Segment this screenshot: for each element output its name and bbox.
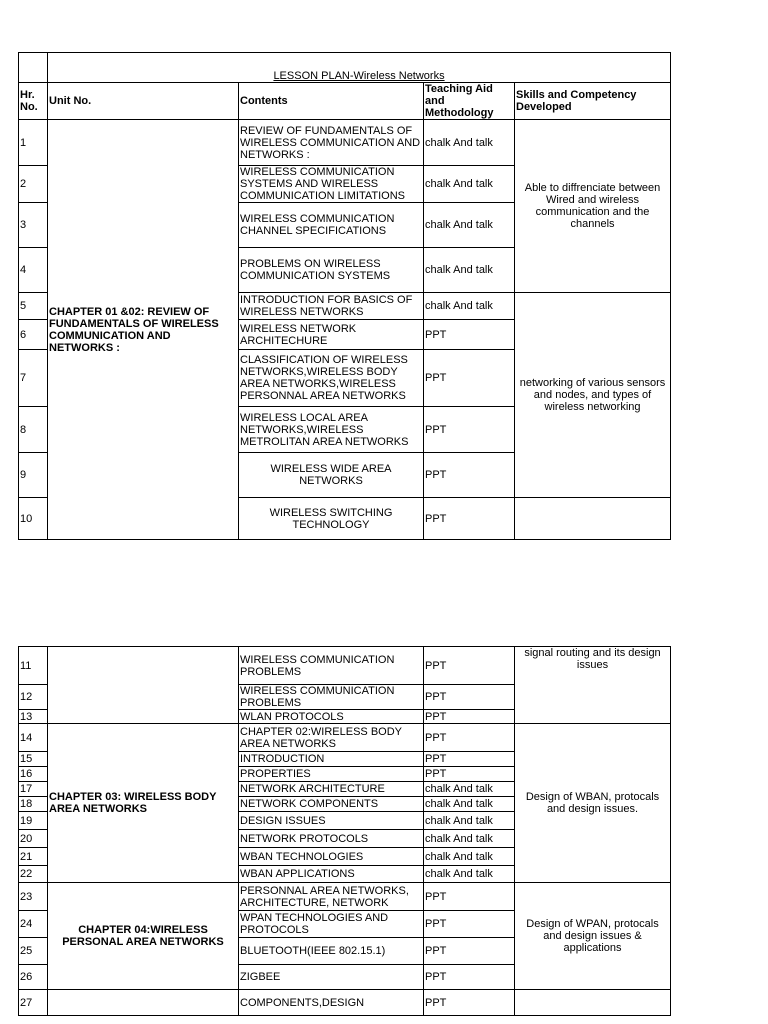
hr-cell: 27 — [19, 990, 48, 1016]
aid-cell: chalk And talk — [424, 848, 515, 866]
aid-cell: chalk And talk — [424, 812, 515, 830]
content-cell: WIRELESS COMMUNICATION SYSTEMS AND WIRELESS COMMUNICATION LIMITATIONS — [239, 166, 424, 203]
hr-cell: 22 — [19, 866, 48, 883]
aid-cell: chalk And talk — [424, 120, 515, 166]
aid-cell: PPT — [424, 752, 515, 767]
header-unit-no: Unit No. — [48, 83, 239, 120]
aid-cell: PPT — [424, 498, 515, 540]
hr-cell: 12 — [19, 685, 48, 710]
aid-cell: PPT — [424, 883, 515, 911]
content-cell: WIRELESS LOCAL AREA NETWORKS,WIRELESS METROLITAN AREA NETWORKS — [239, 407, 424, 453]
hr-cell: 20 — [19, 830, 48, 848]
hr-cell: 17 — [19, 782, 48, 797]
hr-cell: 15 — [19, 752, 48, 767]
content-cell: WBAN APPLICATIONS — [239, 866, 424, 883]
skills-cell: Able to diffrenciate between Wired and wireless communication and the channels — [515, 120, 671, 293]
hr-cell: 18 — [19, 797, 48, 812]
content-cell: CLASSIFICATION OF WIRELESS NETWORKS,WIRELESS BODY AREA NETWORKS,WIRELESS PERSONNAL AREA NETWORKS — [239, 350, 424, 407]
hr-cell: 23 — [19, 883, 48, 911]
aid-cell: chalk And talk — [424, 166, 515, 203]
content-cell: WLAN PROTOCOLS — [239, 710, 424, 724]
hr-cell: 4 — [19, 248, 48, 293]
content-cell: PERSONNAL AREA NETWORKS, ARCHITECTURE, NETWORK — [239, 883, 424, 911]
hr-cell: 24 — [19, 911, 48, 938]
aid-cell: PPT — [424, 911, 515, 938]
hr-cell: 19 — [19, 812, 48, 830]
aid-cell: PPT — [424, 724, 515, 752]
skills-cell: networking of various sensors and nodes, and types of wireless networking — [515, 293, 671, 498]
content-cell: NETWORK COMPONENTS — [239, 797, 424, 812]
content-cell: INTRODUCTION — [239, 752, 424, 767]
aid-cell: PPT — [424, 990, 515, 1016]
header-hr-no: Hr. No. — [19, 83, 48, 120]
page-title: LESSON PLAN-Wireless Networks — [48, 53, 671, 83]
hr-cell: 9 — [19, 453, 48, 498]
content-cell: WBAN TECHNOLOGIES — [239, 848, 424, 866]
aid-cell: chalk And talk — [424, 866, 515, 883]
content-cell: CHAPTER 02:WIRELESS BODY AREA NETWORKS — [239, 724, 424, 752]
content-cell: PROBLEMS ON WIRELESS COMMUNICATION SYSTEMS — [239, 248, 424, 293]
aid-cell: PPT — [424, 685, 515, 710]
aid-cell: chalk And talk — [424, 830, 515, 848]
skills-cell: signal routing and its design issues — [515, 647, 671, 724]
unit-cell-chapter-03: CHAPTER 03: WIRELESS BODY AREA NETWORKS — [48, 724, 239, 883]
hr-cell: 14 — [19, 724, 48, 752]
aid-cell: PPT — [424, 320, 515, 350]
aid-cell: chalk And talk — [424, 782, 515, 797]
content-cell: WIRELESS NETWORK ARCHITECHURE — [239, 320, 424, 350]
aid-cell: PPT — [424, 938, 515, 965]
hr-cell: 1 — [19, 120, 48, 166]
content-cell: WIRELESS WIDE AREA NETWORKS — [239, 453, 424, 498]
content-cell: REVIEW OF FUNDAMENTALS OF WIRELESS COMMUNICATION AND NETWORKS : — [239, 120, 424, 166]
skills-cell-empty — [515, 990, 671, 1016]
hr-cell: 11 — [19, 647, 48, 685]
aid-cell: PPT — [424, 965, 515, 990]
aid-cell: chalk And talk — [424, 248, 515, 293]
blank-cell — [19, 53, 48, 83]
lesson-plan-table-page-2 — [18, 646, 671, 1016]
hr-cell: 2 — [19, 166, 48, 203]
header-contents: Contents — [239, 83, 424, 120]
content-cell: ZIGBEE — [239, 965, 424, 990]
hr-cell: 7 — [19, 350, 48, 407]
content-cell: PROPERTIES — [239, 767, 424, 782]
hr-cell: 6 — [19, 320, 48, 350]
unit-cell-chapter-04: CHAPTER 04:WIRELESS PERSONAL AREA NETWORKS — [48, 883, 239, 990]
skills-cell-empty — [515, 498, 671, 540]
content-cell: NETWORK PROTOCOLS — [239, 830, 424, 848]
unit-cell-chapter-01-02: CHAPTER 01 &02: REVIEW OF FUNDAMENTALS OF WIRELESS COMMUNICATION AND NETWORKS : — [48, 120, 239, 540]
skills-cell: Design of WBAN, protocals and design issues. — [515, 724, 671, 883]
hr-cell: 21 — [19, 848, 48, 866]
aid-cell: PPT — [424, 407, 515, 453]
hr-cell: 3 — [19, 203, 48, 248]
hr-cell: 5 — [19, 293, 48, 320]
aid-cell: PPT — [424, 767, 515, 782]
aid-cell: chalk And talk — [424, 203, 515, 248]
hr-cell: 16 — [19, 767, 48, 782]
aid-cell: PPT — [424, 647, 515, 685]
content-cell: WPAN TECHNOLOGIES AND PROTOCOLS — [239, 911, 424, 938]
content-cell: WIRELESS COMMUNICATION PROBLEMS — [239, 685, 424, 710]
unit-cell-empty — [48, 647, 239, 724]
aid-cell: PPT — [424, 453, 515, 498]
hr-cell: 26 — [19, 965, 48, 990]
aid-cell: chalk And talk — [424, 293, 515, 320]
content-cell: COMPONENTS,DESIGN — [239, 990, 424, 1016]
content-cell: WIRELESS SWITCHING TECHNOLOGY — [239, 498, 424, 540]
aid-cell: chalk And talk — [424, 797, 515, 812]
lesson-plan-table-page-1 — [18, 52, 671, 540]
hr-cell: 25 — [19, 938, 48, 965]
hr-cell: 13 — [19, 710, 48, 724]
skills-cell: Design of WPAN, protocals and design issues & applications — [515, 883, 671, 990]
content-cell: WIRELESS COMMUNICATION PROBLEMS — [239, 647, 424, 685]
header-skills: Skills and Competency Developed — [515, 83, 671, 120]
hr-cell: 8 — [19, 407, 48, 453]
content-cell: NETWORK ARCHITECTURE — [239, 782, 424, 797]
content-cell: INTRODUCTION FOR BASICS OF WIRELESS NETWORKS — [239, 293, 424, 320]
content-cell: BLUETOOTH(IEEE 802.15.1) — [239, 938, 424, 965]
content-cell: DESIGN ISSUES — [239, 812, 424, 830]
content-cell: WIRELESS COMMUNICATION CHANNEL SPECIFICATIONS — [239, 203, 424, 248]
header-teaching-aid: Teaching Aid and Methodology — [424, 83, 515, 120]
hr-cell: 10 — [19, 498, 48, 540]
aid-cell: PPT — [424, 710, 515, 724]
unit-cell-empty — [48, 990, 239, 1016]
aid-cell: PPT — [424, 350, 515, 407]
